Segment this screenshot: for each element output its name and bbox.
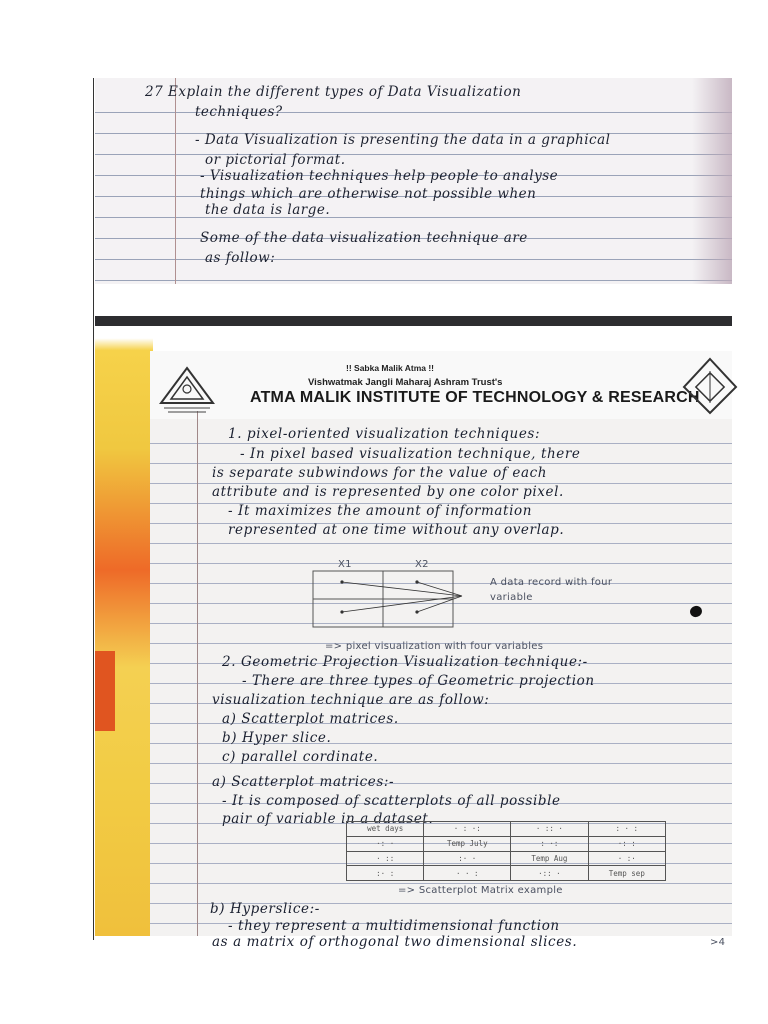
list-item: c) parallel cordinate. xyxy=(222,749,379,765)
text-line: - Visualization techniques help people to analyse xyxy=(200,168,559,184)
matrix-cell: ·:: · xyxy=(511,866,588,881)
matrix-cell: :· : xyxy=(347,866,424,881)
institute-logo-icon xyxy=(156,365,218,415)
question-line: 27 Explain the different types of Data Visualization xyxy=(145,84,522,100)
matrix-cell: : ·: xyxy=(511,836,588,851)
text-line: - they represent a multidimensional function xyxy=(228,918,560,934)
text-line: - It is composed of scatterplots of all possible xyxy=(222,793,561,809)
letterhead xyxy=(150,351,732,419)
text-line: things which are otherwise not possible when xyxy=(200,186,537,202)
margin-line xyxy=(197,411,198,936)
text-line: - In pixel based visualization technique, there xyxy=(240,446,581,462)
header-institute-name: ATMA MALIK INSTITUTE OF TECHNOLOGY & RESEARCH xyxy=(250,389,700,406)
text-line: pair of variable in a dataset. xyxy=(222,811,434,827)
text-line: Some of the data visualization technique are xyxy=(200,230,528,246)
background-folder-tab xyxy=(95,651,115,731)
text-line: - It maximizes the amount of information xyxy=(228,503,533,519)
page-shadow xyxy=(692,78,732,284)
ink-blot xyxy=(688,604,703,618)
text-line: as a matrix of orthogonal two dimensional slices. xyxy=(212,934,578,950)
matrix-cell: Temp sep xyxy=(588,866,665,881)
text-line: the data is large. xyxy=(205,202,331,218)
text-line: or pictorial format. xyxy=(205,152,346,168)
matrix-cell: · :: · xyxy=(511,822,588,837)
text-line: - There are three types of Geometric projection xyxy=(242,673,595,689)
matrix-cell: ·: : xyxy=(588,836,665,851)
notebook-page-top xyxy=(95,78,732,284)
matrix-cell: · · : xyxy=(424,866,511,881)
matrix-cell: wet days xyxy=(347,822,424,837)
scatterplot-matrix-table xyxy=(346,821,666,881)
ruled-sheet xyxy=(150,351,732,950)
margin-mark: >4 xyxy=(710,937,726,948)
figure-label-x1: X1 xyxy=(338,559,352,570)
text-line: as follow: xyxy=(205,250,276,266)
matrix-cell: Temp July xyxy=(424,836,511,851)
matrix-cell: · : ·: xyxy=(424,822,511,837)
text-line: attribute and is represented by one color pixel. xyxy=(212,484,564,500)
figure-label-x2: X2 xyxy=(415,559,429,570)
matrix-cell: Temp Aug xyxy=(511,851,588,866)
notebook-page-photo xyxy=(95,326,732,950)
header-trust: Vishwatmak Jangli Maharaj Ashram Trust's xyxy=(308,377,503,388)
matrix-cell: · :· xyxy=(588,851,665,866)
section-heading: 2. Geometric Projection Visualization technique:- xyxy=(222,654,588,670)
matrix-cell: ·: · xyxy=(347,836,424,851)
text-line: visualization technique are as follow: xyxy=(212,692,490,708)
matrix-cell: :· · xyxy=(424,851,511,866)
text-line: techniques? xyxy=(195,104,283,120)
text-line: - Data Visualization is presenting the data in a graphical xyxy=(195,132,611,148)
section-heading: 1. pixel-oriented visualization techniques: xyxy=(228,426,541,442)
matrix-cell: · :: xyxy=(347,851,424,866)
list-item: b) Hyper slice. xyxy=(222,730,332,746)
header-motto: !! Sabka Malik Atma !! xyxy=(346,363,435,373)
section-heading: a) Scatterplot matrices:- xyxy=(212,774,395,790)
figure-title: => pixel visualization with four variables xyxy=(325,641,544,652)
figure-caption: A data record with four variable xyxy=(490,577,613,603)
page-left-edge xyxy=(93,78,94,940)
margin-line xyxy=(175,78,176,284)
text-line: represented at one time without any overlap. xyxy=(228,522,565,538)
pixel-visualization-figure xyxy=(312,568,472,630)
background-folder xyxy=(95,326,153,936)
section-heading: b) Hyperslice:- xyxy=(210,901,320,917)
text-line: is separate subwindows for the value of each xyxy=(212,465,548,481)
matrix-cell: : · : xyxy=(588,822,665,837)
seal-icon xyxy=(680,353,740,417)
figure-title: => Scatterplot Matrix example xyxy=(398,885,563,896)
list-item: a) Scatterplot matrices. xyxy=(222,711,399,727)
separator-band xyxy=(95,316,732,326)
